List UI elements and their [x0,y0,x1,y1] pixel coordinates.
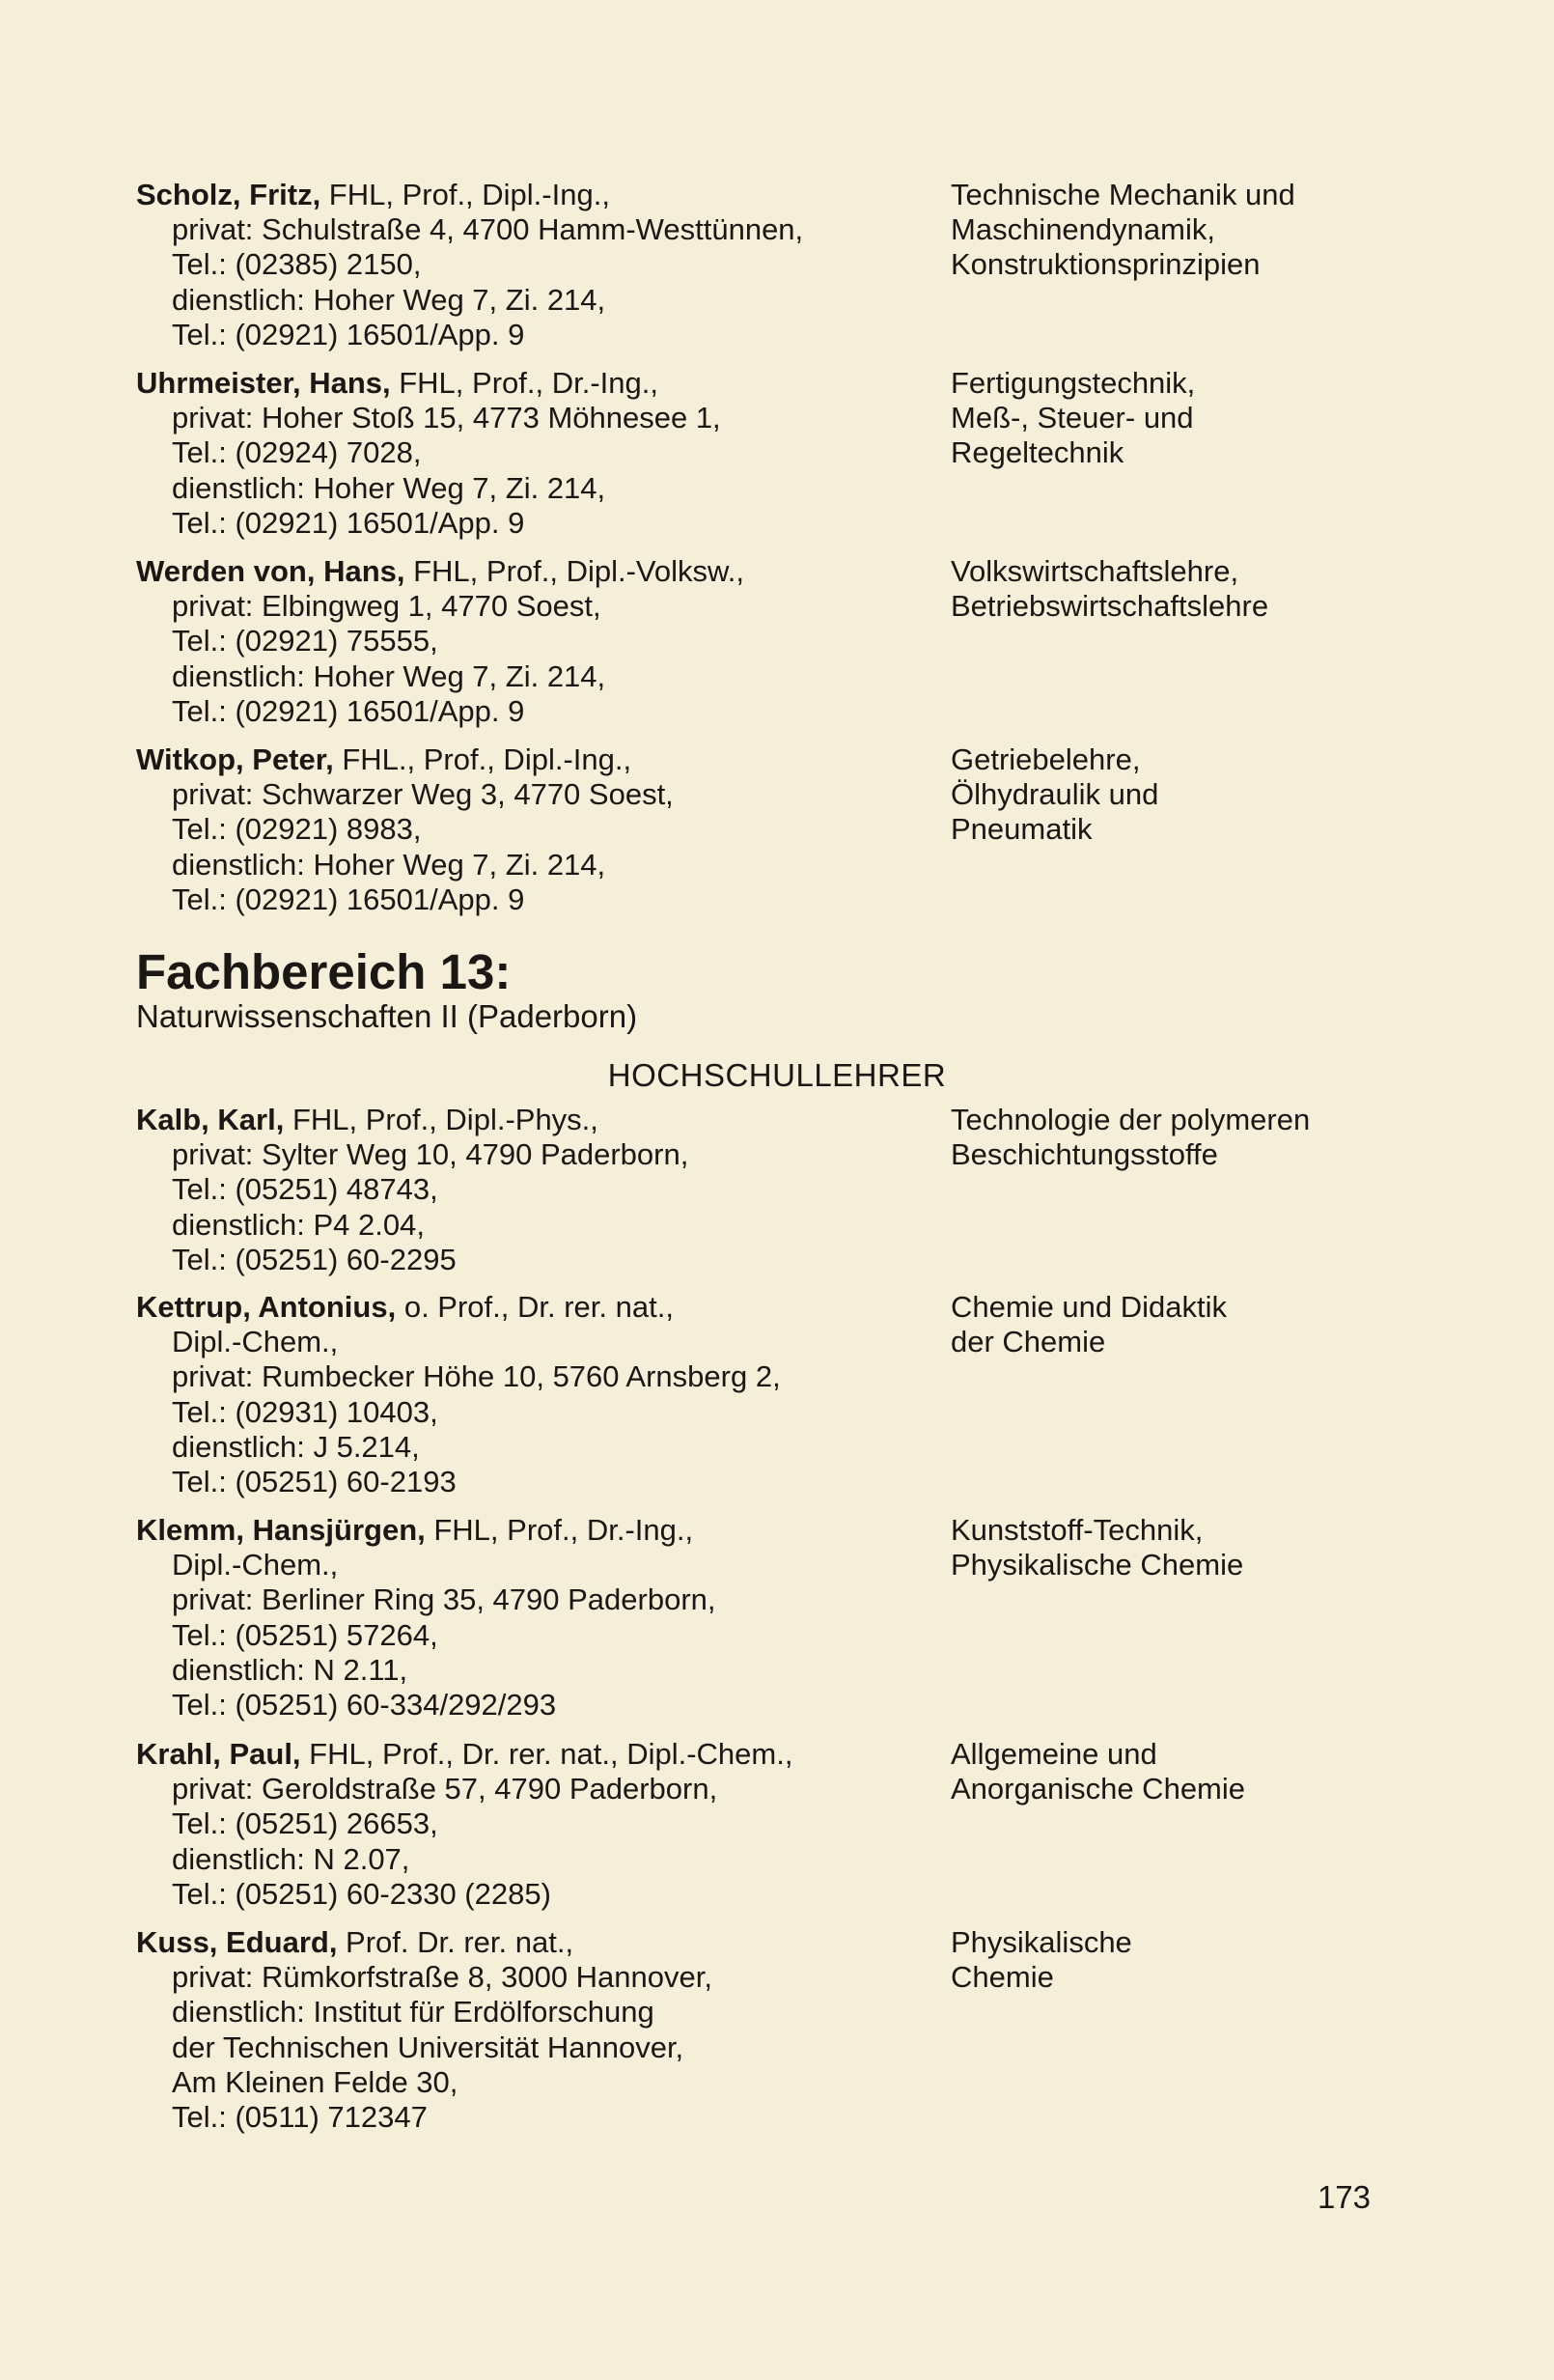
subject-line: der Chemie [951,1325,1106,1359]
section-heading: Fachbereich 13: [136,944,512,999]
subject-line: Volkswirtschaftslehre, [951,554,1239,588]
person-details [136,1513,928,1722]
entry-detail-line: dienstlich: Hoher Weg 7, Zi. 214, [172,658,606,693]
person-title: FHL, Prof., Dr. rer. nat., Dipl.-Chem., [300,1737,793,1771]
person-details [136,1925,928,2135]
entry-detail-line: privat: Hoher Stoß 15, 4773 Möhnesee 1, [172,401,721,435]
entry-heading-line [136,1290,928,1325]
entry-heading-line [136,178,928,212]
entry-detail-line: dienstlich: J 5.214, [172,1429,420,1464]
entry-heading-line [136,1925,928,1960]
subject-area [951,1290,1530,1359]
subject-line: Technologie der polymeren [951,1103,1311,1136]
person-title: FHL., Prof., Dipl.-Ing., [333,742,632,776]
entry-heading-line [136,1103,928,1137]
person-details [136,1290,928,1499]
person-details [136,1737,928,1912]
subject-line: Physikalische Chemie [951,1548,1244,1582]
entry-detail-line: Tel.: (02921) 16501/App. 9 [172,882,525,916]
person-name: Krahl, Paul, [136,1737,301,1771]
entry-detail-line: Tel.: (02931) 10403, [172,1394,438,1429]
entry-detail-line: privat: Rümkorfstraße 8, 3000 Hannover, [172,1960,712,1995]
person-name: Kalb, Karl, [136,1103,285,1136]
entry-detail-line: privat: Schulstraße 4, 4700 Hamm-Westtünnen, [172,212,804,247]
subject-line: Anorganische Chemie [951,1772,1246,1806]
person-name: Kettrup, Antonius, [136,1290,397,1324]
entry-detail-line: Tel.: (02921) 8983, [172,812,422,847]
subject-line: Physikalische [951,1925,1132,1959]
person-title: FHL, Prof., Dr.-Ing., [425,1513,694,1547]
subject-line: Chemie [951,1960,1054,1995]
entry-detail-line: Tel.: (02921) 16501/App. 9 [172,693,525,728]
subject-line: Kunststoff-Technik, [951,1513,1204,1547]
person-name: Scholz, Fritz, [136,178,321,211]
person-name: Witkop, Peter, [136,742,334,776]
entry-detail-line: privat: Berliner Ring 35, 4790 Paderborn, [172,1582,716,1617]
entry-heading-line [136,742,928,777]
staff-subheading: HOCHSCHULLEHRER [607,1057,947,1093]
person-name: Klemm, Hansjürgen, [136,1513,426,1547]
entry-detail-line: privat: Elbingweg 1, 4770 Soest, [172,589,601,624]
subject-line: Chemie und Didaktik [951,1290,1228,1324]
entry-detail-line: Tel.: (05251) 60-2295 [172,1242,457,1276]
entry-detail-line: dienstlich: Hoher Weg 7, Zi. 214, [172,470,606,505]
subject-area [951,366,1530,471]
subject-area [951,1103,1530,1172]
entry-detail-line: Dipl.-Chem., [172,1548,339,1582]
entry-detail-line: privat: Schwarzer Weg 3, 4770 Soest, [172,777,674,812]
section-subtitle: Naturwissenschaften II (Paderborn) [136,998,638,1034]
person-details [136,366,928,541]
entry-detail-line: Tel.: (02921) 16501/App. 9 [172,505,525,540]
entry-detail-line: privat: Sylter Weg 10, 4790 Paderborn, [172,1137,689,1172]
entry-detail-line: Tel.: (05251) 26653, [172,1806,438,1841]
person-details [136,178,928,352]
entry-detail-line: Tel.: (02385) 2150, [172,247,422,282]
subject-area [951,1513,1530,1582]
entry-detail-line: dienstlich: Hoher Weg 7, Zi. 214, [172,847,606,882]
subject-area [951,554,1530,624]
page-number: 173 [1317,2179,1371,2215]
entry-heading-line [136,1513,928,1548]
subject-line: Ölhydraulik und [951,777,1159,812]
person-name: Uhrmeister, Hans, [136,366,391,400]
subject-line: Fertigungstechnik, [951,366,1196,400]
subject-area [951,1737,1530,1806]
entry-detail-line: Tel.: (0511) 712347 [172,2100,428,2135]
subject-line: Maschinendynamik, [951,212,1215,247]
subject-area [951,1925,1530,1995]
entry-detail-line: privat: Rumbecker Höhe 10, 5760 Arnsberg 2, [172,1359,781,1394]
subject-line: Pneumatik [951,812,1093,847]
entry-detail-line: Am Kleinen Felde 30, [172,2064,458,2099]
subject-line: Getriebelehre, [951,742,1141,776]
subject-line: Betriebswirtschaftslehre [951,589,1269,624]
entry-detail-line: Tel.: (05251) 60-334/292/293 [172,1688,557,1722]
entry-detail-line: privat: Geroldstraße 57, 4790 Paderborn, [172,1772,718,1806]
person-details [136,1103,928,1277]
subject-line: Allgemeine und [951,1737,1157,1771]
person-title: FHL, Prof., Dr.-Ing., [390,366,658,400]
subject-line: Konstruktionsprinzipien [951,247,1261,282]
entry-heading-line [136,1737,928,1772]
entry-detail-line: dienstlich: N 2.07, [172,1841,410,1876]
subject-line: Beschichtungsstoffe [951,1137,1218,1172]
entry-detail-line: Tel.: (05251) 48743, [172,1172,438,1207]
entry-detail-line: Dipl.-Chem., [172,1325,339,1359]
entry-detail-line: Tel.: (02921) 16501/App. 9 [172,317,525,351]
person-title: Prof. Dr. rer. nat., [337,1925,574,1959]
entry-detail-line: dienstlich: N 2.11, [172,1652,408,1687]
subject-area [951,742,1530,848]
entry-detail-line: dienstlich: P4 2.04, [172,1207,425,1242]
subject-line: Regeltechnik [951,435,1124,470]
entry-detail-line: Tel.: (05251) 57264, [172,1617,438,1652]
subject-line: Technische Mechanik und [951,178,1295,211]
entry-detail-line: der Technischen Universität Hannover, [172,2030,684,2064]
entry-detail-line: dienstlich: Institut für Erdölforschung [172,1995,654,2030]
subject-area [951,178,1530,283]
subject-line: Meß-, Steuer- und [951,401,1194,435]
entry-detail-line: Tel.: (02921) 75555, [172,624,438,658]
entry-heading-line [136,366,928,401]
entry-heading-line [136,554,928,589]
entry-detail-line: dienstlich: Hoher Weg 7, Zi. 214, [172,282,606,317]
entry-detail-line: Tel.: (05251) 60-2330 (2285) [172,1876,551,1911]
person-title: FHL, Prof., Dipl.-Phys., [284,1103,598,1136]
person-details [136,554,928,729]
entry-detail-line: Tel.: (05251) 60-2193 [172,1465,457,1499]
entry-detail-line: Tel.: (02924) 7028, [172,435,422,470]
person-title: FHL, Prof., Dipl.-Ing., [320,178,610,211]
person-title: FHL, Prof., Dipl.-Volksw., [404,554,744,588]
person-name: Werden von, Hans, [136,554,405,588]
person-title: o. Prof., Dr. rer. nat., [396,1290,674,1324]
person-name: Kuss, Eduard, [136,1925,338,1959]
person-details [136,742,928,917]
